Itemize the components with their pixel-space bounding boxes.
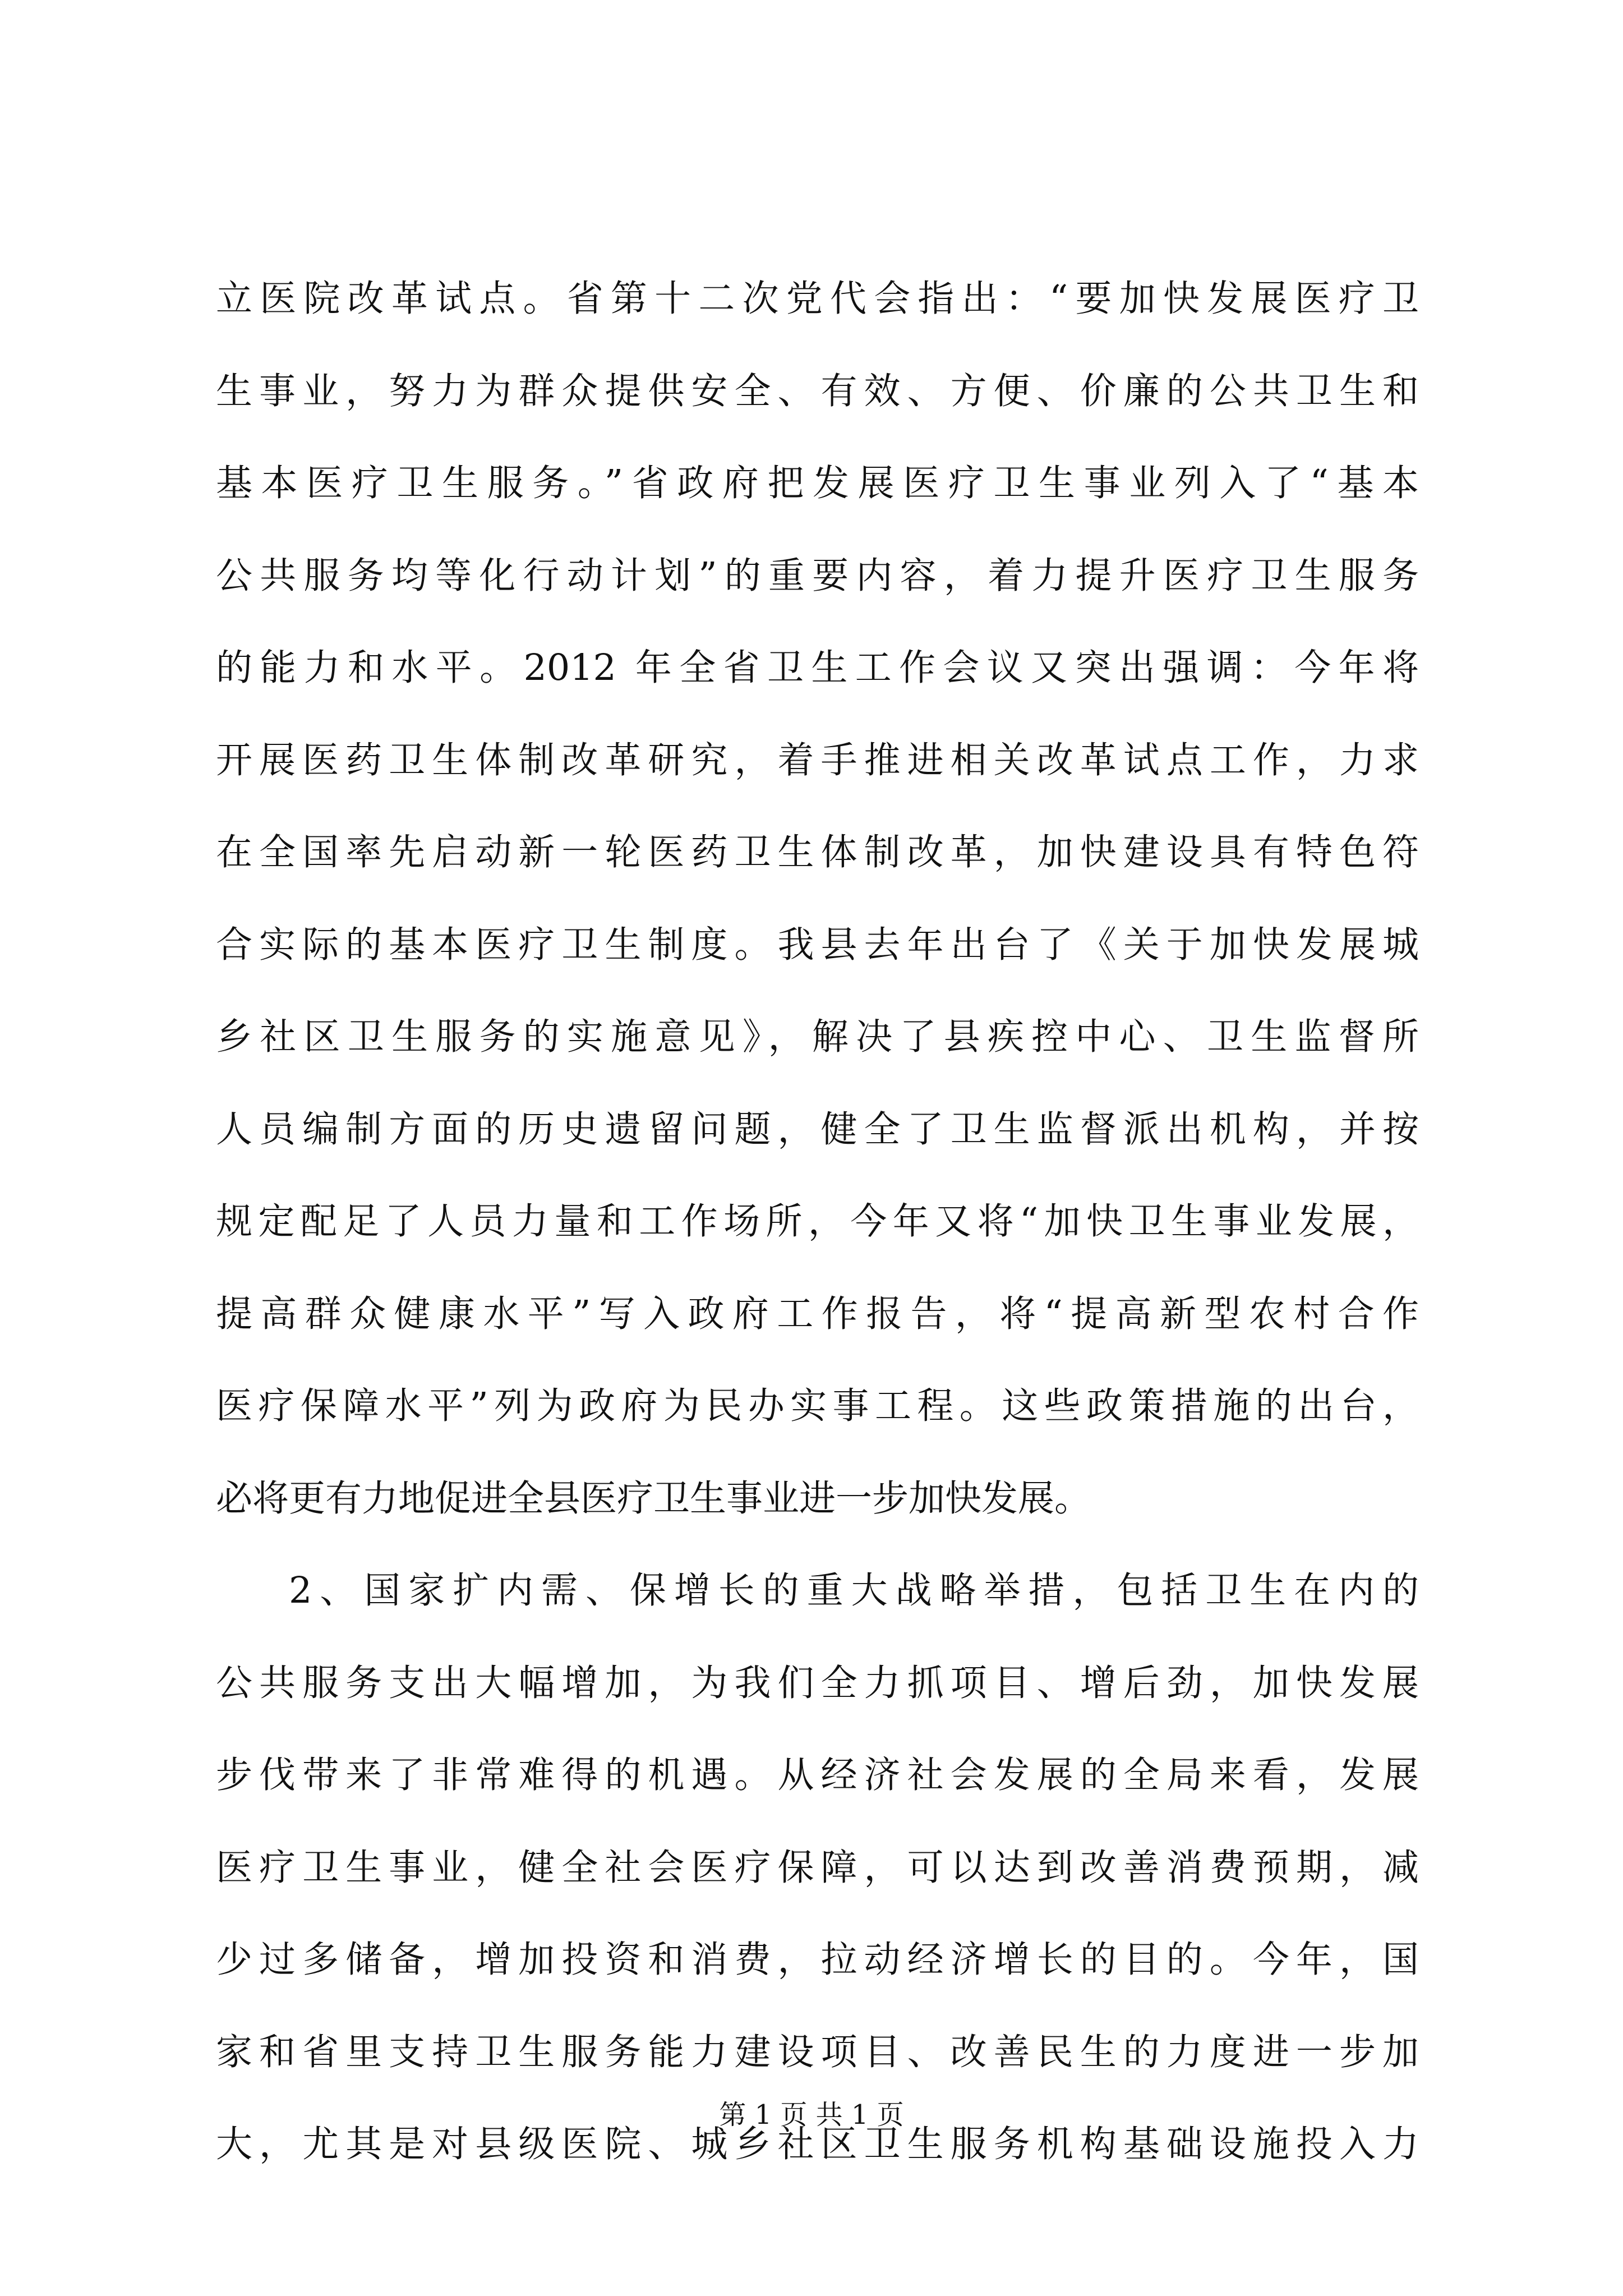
text-line: 立医院改革试点。省第十二次党代会指出：“要加快发展医疗卫	[216, 278, 1419, 320]
text-line: 家和省里支持卫生服务能力建设项目、改善民生的力度进一步加	[216, 2031, 1419, 2073]
page-number-label: 第 1 页 共 1 页	[719, 2099, 904, 2131]
text-line: 2、国家扩内需、保增长的重大战略举措，包括卫生在内的	[289, 1570, 1419, 1612]
text-line: 乡社区卫生服务的实施意见》，解决了县疾控中心、卫生监督所	[216, 1016, 1419, 1058]
page-footer	[0, 2098, 1623, 2132]
text-line: 公共服务支出大幅增加，为我们全力抓项目、增后劲，加快发展	[216, 1662, 1419, 1704]
text-line: 医疗保障水平”列为政府为民办实事工程。这些政策措施的出台，	[216, 1385, 1419, 1427]
text-line: 公共服务均等化行动计划”的重要内容，着力提升医疗卫生服务	[216, 554, 1419, 597]
text-line: 生事业，努力为群众提供安全、有效、方便、价廉的公共卫生和	[216, 370, 1419, 412]
text-line: 基本医疗卫生服务。”省政府把发展医疗卫生事业列入了“基本	[216, 462, 1419, 504]
text-line: 在全国率先启动新一轮医药卫生体制改革，加快建设具有特色符	[216, 831, 1419, 873]
paragraph-1	[216, 278, 1419, 1520]
text-line: 合实际的基本医疗卫生制度。我县去年出台了《关于加快发展城	[216, 923, 1419, 966]
text-line: 开展医药卫生体制改革研究，着手推进相关改革试点工作，力求	[216, 739, 1419, 781]
text-line: 的能力和水平。2012 年全省卫生工作会议又突出强调：今年将	[216, 647, 1419, 689]
text-line: 大，尤其是对县级医院、城乡社区卫生服务机构基础设施投入力	[216, 2123, 1419, 2165]
text-line: 少过多储备，增加投资和消费，拉动经济增长的目的。今年，国	[216, 1939, 1419, 1981]
paragraph-2	[216, 1570, 1419, 2165]
body-text	[216, 280, 1419, 2219]
text-line: 规定配足了人员力量和工作场所，今年又将“加快卫生事业发展，	[216, 1200, 1419, 1243]
text-line: 人员编制方面的历史遗留问题，健全了卫生监督派出机构，并按	[216, 1108, 1419, 1151]
text-line: 必将更有力地促进全县医疗卫生事业进一步加快发展。	[216, 1477, 1091, 1520]
text-line: 步伐带来了非常难得的机遇。从经济社会发展的全局来看，发展	[216, 1754, 1419, 1796]
text-line: 医疗卫生事业，健全社会医疗保障，可以达到改善消费预期，减	[216, 1846, 1419, 1889]
text-line: 提高群众健康水平”写入政府工作报告，将“提高新型农村合作	[216, 1292, 1419, 1335]
